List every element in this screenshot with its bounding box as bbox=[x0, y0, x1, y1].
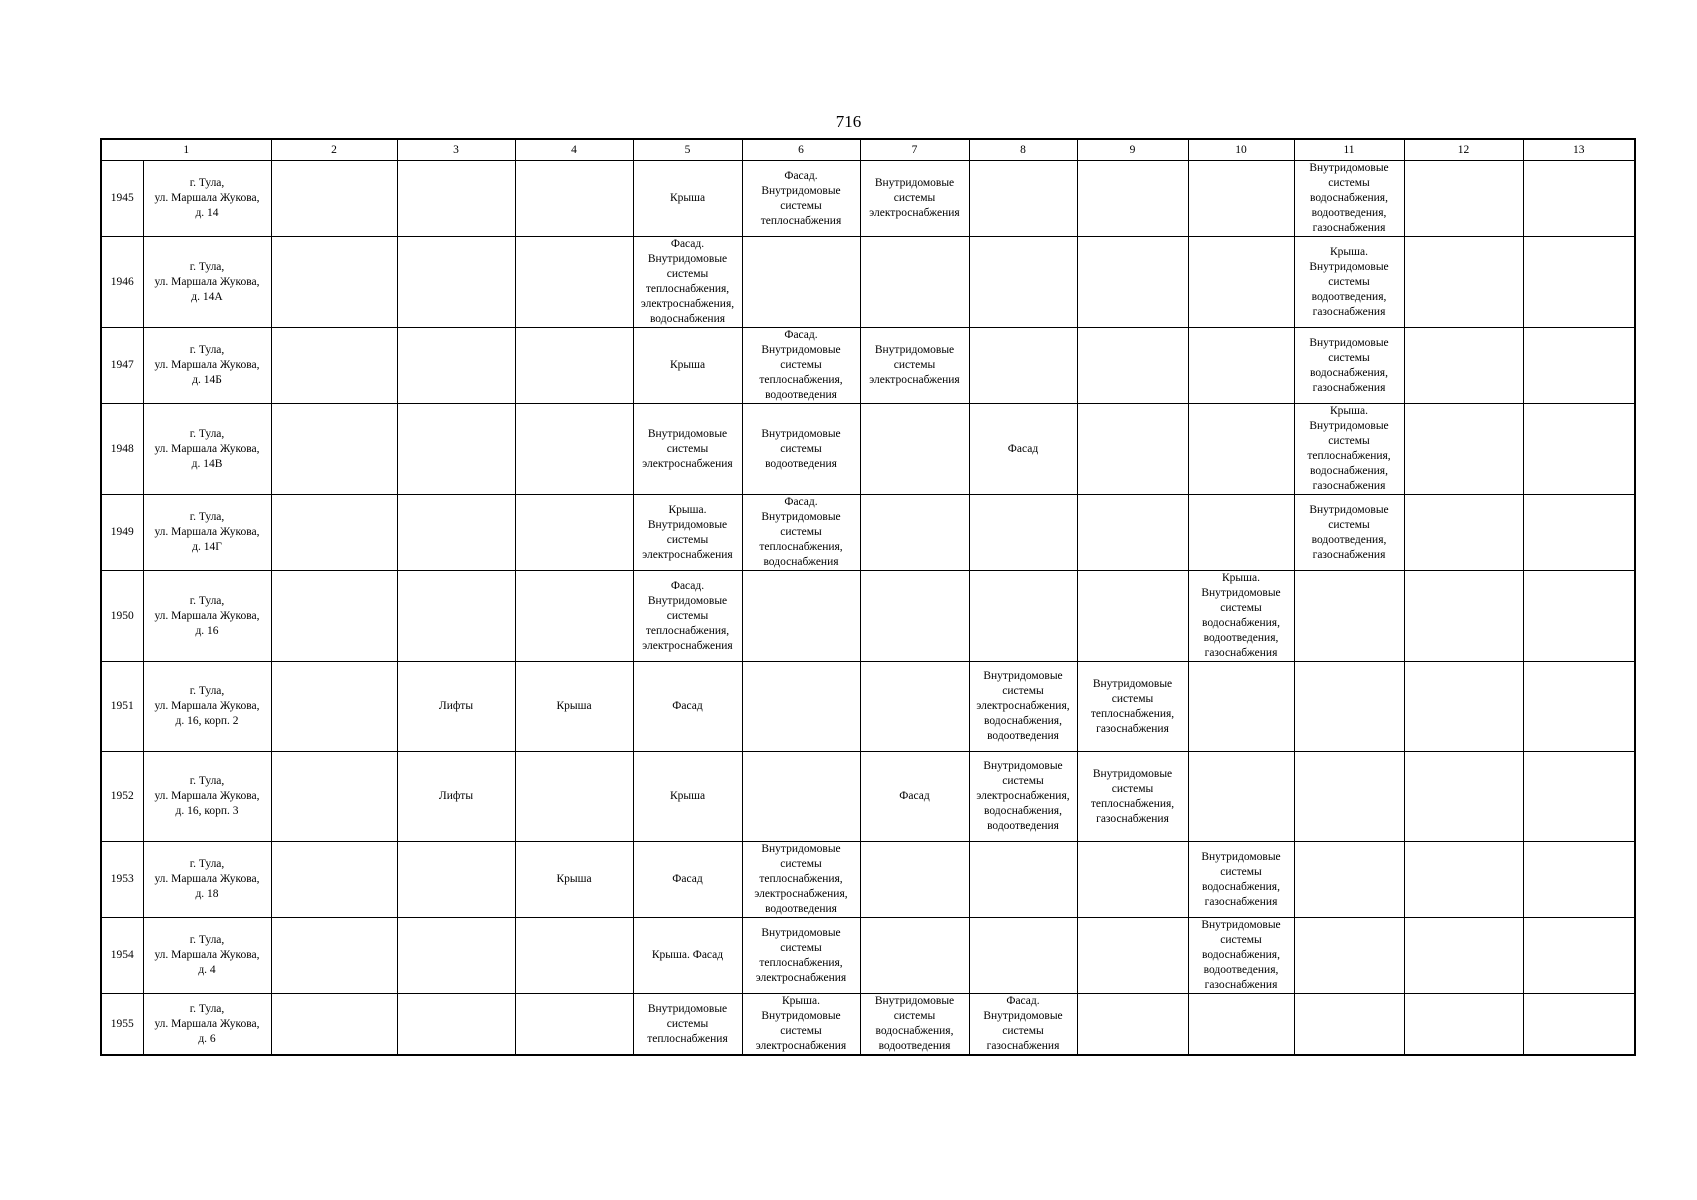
work-cell-col-4 bbox=[515, 571, 633, 662]
work-cell-col-6: Внутридомовые системы водоотведения bbox=[742, 404, 860, 495]
work-cell-col-12 bbox=[1404, 237, 1523, 328]
address-cell: г. Тула, ул. Маршала Жукова, д. 14В bbox=[143, 404, 271, 495]
work-cell-col-6: Внутридомовые системы теплоснабжения, электроснабжения, водоотведения bbox=[742, 842, 860, 918]
table-row bbox=[101, 161, 1635, 237]
column-header-13: 13 bbox=[1523, 139, 1635, 161]
work-cell-col-7: Внутридомовые системы электроснабжения bbox=[860, 161, 969, 237]
work-cell-col-7 bbox=[860, 237, 969, 328]
address-cell: г. Тула, ул. Маршала Жукова, д. 16, корп. 2 bbox=[143, 662, 271, 752]
work-cell-col-9 bbox=[1077, 328, 1188, 404]
work-cell-col-4 bbox=[515, 994, 633, 1056]
work-cell-col-9 bbox=[1077, 495, 1188, 571]
work-cell-col-13 bbox=[1523, 918, 1635, 994]
work-cell-col-4 bbox=[515, 495, 633, 571]
work-cell-col-12 bbox=[1404, 918, 1523, 994]
work-cell-col-3 bbox=[397, 328, 515, 404]
work-cell-col-3 bbox=[397, 495, 515, 571]
work-cell-col-7 bbox=[860, 571, 969, 662]
column-header-2: 2 bbox=[271, 139, 397, 161]
table-row bbox=[101, 237, 1635, 328]
work-cell-col-11: Внутридомовые системы водоснабжения, водоотведения, газоснабжения bbox=[1294, 161, 1404, 237]
work-cell-col-10: Внутридомовые системы водоснабжения, газоснабжения bbox=[1188, 842, 1294, 918]
work-cell-col-6 bbox=[742, 571, 860, 662]
work-cell-col-7 bbox=[860, 662, 969, 752]
work-cell-col-2 bbox=[271, 495, 397, 571]
work-cell-col-5: Крыша bbox=[633, 328, 742, 404]
work-cell-col-12 bbox=[1404, 404, 1523, 495]
work-cell-col-3 bbox=[397, 842, 515, 918]
column-header-6: 6 bbox=[742, 139, 860, 161]
column-header-3: 3 bbox=[397, 139, 515, 161]
row-number: 1954 bbox=[101, 918, 143, 994]
row-number: 1950 bbox=[101, 571, 143, 662]
column-header-8: 8 bbox=[969, 139, 1077, 161]
work-cell-col-12 bbox=[1404, 752, 1523, 842]
work-cell-col-2 bbox=[271, 328, 397, 404]
address-cell: г. Тула, ул. Маршала Жукова, д. 14Г bbox=[143, 495, 271, 571]
work-cell-col-10 bbox=[1188, 752, 1294, 842]
work-cell-col-7 bbox=[860, 918, 969, 994]
work-cell-col-11 bbox=[1294, 662, 1404, 752]
work-cell-col-10: Крыша. Внутридомовые системы водоснабжения, водоотведения, газоснабжения bbox=[1188, 571, 1294, 662]
work-cell-col-7 bbox=[860, 495, 969, 571]
work-cell-col-4 bbox=[515, 161, 633, 237]
work-cell-col-2 bbox=[271, 662, 397, 752]
row-number: 1947 bbox=[101, 328, 143, 404]
work-cell-col-13 bbox=[1523, 161, 1635, 237]
column-header-11: 11 bbox=[1294, 139, 1404, 161]
work-cell-col-11 bbox=[1294, 571, 1404, 662]
work-cell-col-4 bbox=[515, 328, 633, 404]
row-number: 1952 bbox=[101, 752, 143, 842]
address-cell: г. Тула, ул. Маршала Жукова, д. 4 bbox=[143, 918, 271, 994]
work-cell-col-11 bbox=[1294, 842, 1404, 918]
header-row bbox=[101, 139, 1635, 161]
work-cell-col-13 bbox=[1523, 404, 1635, 495]
work-cell-col-5: Крыша. Внутридомовые системы электроснабжения bbox=[633, 495, 742, 571]
work-cell-col-10 bbox=[1188, 237, 1294, 328]
work-cell-col-9 bbox=[1077, 237, 1188, 328]
work-cell-col-5: Крыша bbox=[633, 161, 742, 237]
work-cell-col-5: Фасад bbox=[633, 842, 742, 918]
work-cell-col-13 bbox=[1523, 237, 1635, 328]
work-cell-col-4: Крыша bbox=[515, 662, 633, 752]
work-cell-col-6: Фасад. Внутридомовые системы теплоснабжения, водоотведения bbox=[742, 328, 860, 404]
work-cell-col-10: Внутридомовые системы водоснабжения, водоотведения, газоснабжения bbox=[1188, 918, 1294, 994]
work-cell-col-8 bbox=[969, 842, 1077, 918]
work-cell-col-12 bbox=[1404, 495, 1523, 571]
work-cell-col-5: Внутридомовые системы электроснабжения bbox=[633, 404, 742, 495]
work-cell-col-5: Фасад bbox=[633, 662, 742, 752]
work-cell-col-13 bbox=[1523, 662, 1635, 752]
work-cell-col-6 bbox=[742, 237, 860, 328]
work-cell-col-13 bbox=[1523, 994, 1635, 1056]
work-cell-col-9 bbox=[1077, 404, 1188, 495]
work-cell-col-8: Фасад. Внутридомовые системы газоснабжения bbox=[969, 994, 1077, 1056]
work-cell-col-3 bbox=[397, 404, 515, 495]
work-cell-col-3 bbox=[397, 161, 515, 237]
work-cell-col-6: Внутридомовые системы теплоснабжения, электроснабжения bbox=[742, 918, 860, 994]
address-cell: г. Тула, ул. Маршала Жукова, д. 14 bbox=[143, 161, 271, 237]
work-cell-col-8 bbox=[969, 237, 1077, 328]
work-cell-col-9 bbox=[1077, 842, 1188, 918]
work-cell-col-6: Фасад. Внутридомовые системы теплоснабжения bbox=[742, 161, 860, 237]
work-cell-col-4 bbox=[515, 918, 633, 994]
page-number: 716 bbox=[835, 112, 862, 131]
column-header-9: 9 bbox=[1077, 139, 1188, 161]
work-cell-col-9 bbox=[1077, 994, 1188, 1056]
work-cell-col-3 bbox=[397, 918, 515, 994]
table-row bbox=[101, 994, 1635, 1056]
row-number: 1946 bbox=[101, 237, 143, 328]
work-cell-col-4: Крыша bbox=[515, 842, 633, 918]
work-cell-col-7: Фасад bbox=[860, 752, 969, 842]
work-cell-col-11: Крыша. Внутридомовые системы теплоснабжения, водоснабжения, газоснабжения bbox=[1294, 404, 1404, 495]
work-cell-col-12 bbox=[1404, 571, 1523, 662]
work-cell-col-10 bbox=[1188, 994, 1294, 1056]
work-cell-col-3: Лифты bbox=[397, 752, 515, 842]
work-cell-col-9 bbox=[1077, 918, 1188, 994]
address-cell: г. Тула, ул. Маршала Жукова, д. 16 bbox=[143, 571, 271, 662]
table-row bbox=[101, 842, 1635, 918]
work-cell-col-9 bbox=[1077, 161, 1188, 237]
address-cell: г. Тула, ул. Маршала Жукова, д. 18 bbox=[143, 842, 271, 918]
row-number: 1949 bbox=[101, 495, 143, 571]
work-cell-col-2 bbox=[271, 842, 397, 918]
work-cell-col-7 bbox=[860, 404, 969, 495]
table-row bbox=[101, 404, 1635, 495]
work-cell-col-10 bbox=[1188, 662, 1294, 752]
address-cell: г. Тула, ул. Маршала Жукова, д. 14А bbox=[143, 237, 271, 328]
register-table bbox=[100, 138, 1636, 1056]
work-cell-col-12 bbox=[1404, 842, 1523, 918]
work-cell-col-12 bbox=[1404, 161, 1523, 237]
work-cell-col-11: Внутридомовые системы водоотведения, газоснабжения bbox=[1294, 495, 1404, 571]
work-cell-col-3 bbox=[397, 571, 515, 662]
work-cell-col-5: Фасад. Внутридомовые системы теплоснабжения, электроснабжения bbox=[633, 571, 742, 662]
work-cell-col-3: Лифты bbox=[397, 662, 515, 752]
address-cell: г. Тула, ул. Маршала Жукова, д. 16, корп. 3 bbox=[143, 752, 271, 842]
work-cell-col-11 bbox=[1294, 752, 1404, 842]
table-row bbox=[101, 752, 1635, 842]
work-cell-col-5: Внутридомовые системы теплоснабжения bbox=[633, 994, 742, 1056]
work-cell-col-6 bbox=[742, 662, 860, 752]
column-header-10: 10 bbox=[1188, 139, 1294, 161]
address-cell: г. Тула, ул. Маршала Жукова, д. 6 bbox=[143, 994, 271, 1056]
work-cell-col-11: Внутридомовые системы водоснабжения, газоснабжения bbox=[1294, 328, 1404, 404]
row-number: 1955 bbox=[101, 994, 143, 1056]
work-cell-col-8: Внутридомовые системы электроснабжения, водоснабжения, водоотведения bbox=[969, 662, 1077, 752]
work-cell-col-12 bbox=[1404, 662, 1523, 752]
work-cell-col-2 bbox=[271, 918, 397, 994]
work-cell-col-10 bbox=[1188, 161, 1294, 237]
work-cell-col-13 bbox=[1523, 495, 1635, 571]
row-number: 1948 bbox=[101, 404, 143, 495]
work-cell-col-8: Внутридомовые системы электроснабжения, водоснабжения, водоотведения bbox=[969, 752, 1077, 842]
work-cell-col-2 bbox=[271, 571, 397, 662]
work-cell-col-5: Фасад. Внутридомовые системы теплоснабжения, электроснабжения, водоснабжения bbox=[633, 237, 742, 328]
table-row bbox=[101, 328, 1635, 404]
table-body bbox=[101, 139, 1635, 1055]
work-cell-col-8 bbox=[969, 571, 1077, 662]
work-cell-col-11 bbox=[1294, 918, 1404, 994]
work-cell-col-13 bbox=[1523, 752, 1635, 842]
work-cell-col-10 bbox=[1188, 404, 1294, 495]
work-cell-col-4 bbox=[515, 404, 633, 495]
work-cell-col-4 bbox=[515, 237, 633, 328]
work-cell-col-11 bbox=[1294, 994, 1404, 1056]
work-cell-col-12 bbox=[1404, 994, 1523, 1056]
work-cell-col-6: Крыша. Внутридомовые системы электроснабжения bbox=[742, 994, 860, 1056]
column-header-1: 1 bbox=[101, 139, 271, 161]
work-cell-col-10 bbox=[1188, 328, 1294, 404]
work-cell-col-10 bbox=[1188, 495, 1294, 571]
work-cell-col-6 bbox=[742, 752, 860, 842]
work-cell-col-9 bbox=[1077, 571, 1188, 662]
work-cell-col-8 bbox=[969, 161, 1077, 237]
work-cell-col-3 bbox=[397, 237, 515, 328]
work-cell-col-2 bbox=[271, 161, 397, 237]
work-cell-col-11: Крыша. Внутридомовые системы водоотведения, газоснабжения bbox=[1294, 237, 1404, 328]
work-cell-col-9: Внутридомовые системы теплоснабжения, газоснабжения bbox=[1077, 662, 1188, 752]
column-header-12: 12 bbox=[1404, 139, 1523, 161]
work-cell-col-13 bbox=[1523, 842, 1635, 918]
work-cell-col-2 bbox=[271, 404, 397, 495]
row-number: 1953 bbox=[101, 842, 143, 918]
table-row bbox=[101, 495, 1635, 571]
column-header-7: 7 bbox=[860, 139, 969, 161]
work-cell-col-2 bbox=[271, 994, 397, 1056]
row-number: 1945 bbox=[101, 161, 143, 237]
table-row bbox=[101, 662, 1635, 752]
work-cell-col-6: Фасад. Внутридомовые системы теплоснабжения, водоснабжения bbox=[742, 495, 860, 571]
address-cell: г. Тула, ул. Маршала Жукова, д. 14Б bbox=[143, 328, 271, 404]
table-row bbox=[101, 571, 1635, 662]
work-cell-col-12 bbox=[1404, 328, 1523, 404]
work-cell-col-4 bbox=[515, 752, 633, 842]
table-row bbox=[101, 918, 1635, 994]
work-cell-col-2 bbox=[271, 752, 397, 842]
work-cell-col-7: Внутридомовые системы водоснабжения, водоотведения bbox=[860, 994, 969, 1056]
work-cell-col-7 bbox=[860, 842, 969, 918]
row-number: 1951 bbox=[101, 662, 143, 752]
column-header-5: 5 bbox=[633, 139, 742, 161]
work-cell-col-2 bbox=[271, 237, 397, 328]
work-cell-col-13 bbox=[1523, 571, 1635, 662]
work-cell-col-8 bbox=[969, 495, 1077, 571]
work-cell-col-3 bbox=[397, 994, 515, 1056]
column-header-4: 4 bbox=[515, 139, 633, 161]
work-cell-col-13 bbox=[1523, 328, 1635, 404]
work-cell-col-5: Крыша bbox=[633, 752, 742, 842]
work-cell-col-7: Внутридомовые системы электроснабжения bbox=[860, 328, 969, 404]
work-cell-col-5: Крыша. Фасад bbox=[633, 918, 742, 994]
work-cell-col-8: Фасад bbox=[969, 404, 1077, 495]
work-cell-col-8 bbox=[969, 918, 1077, 994]
work-cell-col-8 bbox=[969, 328, 1077, 404]
work-cell-col-9: Внутридомовые системы теплоснабжения, газоснабжения bbox=[1077, 752, 1188, 842]
